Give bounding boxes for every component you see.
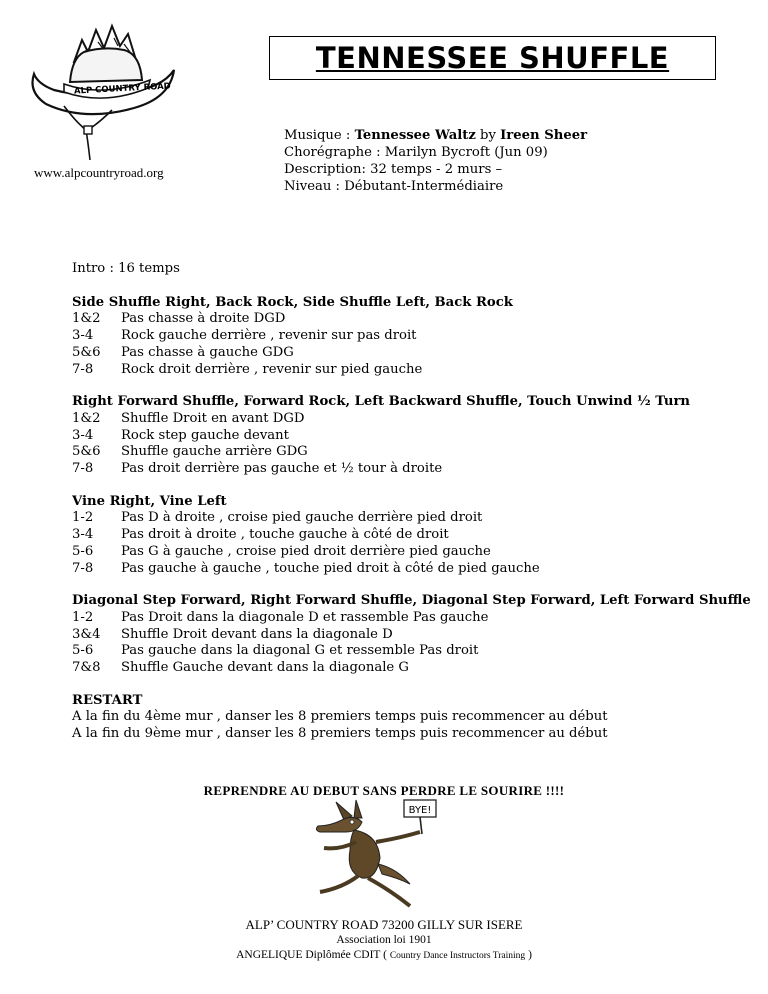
step-count: 5-6: [72, 543, 94, 559]
step-text: Shuffle gauche arrière GDG: [121, 444, 308, 460]
step-text: Rock gauche derrière , revenir sur pas droit: [121, 328, 417, 344]
description-line: Description: 32 temps - 2 murs –: [284, 162, 503, 177]
cartoon: [306, 798, 456, 910]
step-count: 7&8: [72, 660, 101, 676]
step-row: [72, 461, 752, 478]
running-coyote-icon: [306, 798, 456, 910]
step-row: [72, 544, 752, 561]
step-row: [72, 444, 752, 461]
footer-association: Association loi 1901: [336, 934, 432, 946]
step-row: [72, 411, 752, 428]
restart-line: A la fin du 4ème mur , danser les 8 premiers temps puis recommencer au début: [72, 709, 608, 725]
section-title: Vine Right, Vine Left: [72, 493, 227, 509]
restart-section: [72, 693, 752, 743]
footer-address: ALP’ COUNTRY ROAD 73200 GILLY SUR ISERE: [245, 917, 523, 932]
section-1: [72, 295, 752, 379]
website-url: www.alpcountryroad.org: [34, 165, 164, 180]
step-count: 1-2: [72, 609, 94, 625]
section-2: [72, 394, 752, 478]
step-row: [72, 610, 752, 627]
step-count: 3&4: [72, 626, 101, 642]
intro-line: Intro : 16 temps: [72, 261, 180, 276]
step-count: 5-6: [72, 643, 94, 659]
step-row: [72, 643, 752, 660]
music-artist: Ireen Sheer: [500, 128, 588, 143]
step-row: [72, 627, 752, 644]
step-text: Pas D à droite , croise pied gauche derrière pied droit: [121, 510, 483, 526]
step-text: Rock step gauche devant: [121, 427, 289, 443]
section-title: Diagonal Step Forward, Right Forward Shuffle, Diagonal Step Forward, Left Forward Shuffle: [72, 593, 751, 609]
step-count: 1&2: [72, 311, 101, 327]
step-text: Pas chasse à droite DGD: [121, 311, 286, 327]
step-row: [72, 345, 752, 362]
cowboy-hat-icon: [24, 22, 186, 172]
step-text: Shuffle Gauche devant dans la diagonale G: [121, 660, 409, 676]
music-by: by: [475, 128, 501, 143]
step-row: [72, 362, 752, 379]
step-text: Pas droit derrière pas gauche et ½ tour à droite: [121, 461, 443, 477]
restart-title: RESTART: [72, 692, 143, 708]
music-line: [284, 127, 587, 144]
step-count: 3-4: [72, 527, 94, 543]
section-title: Side Shuffle Right, Back Rock, Side Shuffle Left, Back Rock: [72, 294, 513, 310]
step-text: Pas gauche dans la diagonal G et ressemble Pas droit: [121, 643, 479, 659]
closing-message: REPRENDRE AU DEBUT SANS PERDRE LE SOURIRE !!!!: [203, 783, 565, 798]
step-row: [72, 428, 752, 445]
step-count: 7-8: [72, 361, 94, 377]
step-text: Rock droit derrière , revenir sur pied gauche: [121, 361, 423, 377]
step-row: [72, 561, 752, 578]
step-text: Pas droit à droite , touche gauche à côté de droit: [121, 527, 449, 543]
music-song: Tennessee Waltz: [354, 128, 476, 143]
dance-info: [284, 127, 587, 195]
step-row: [72, 527, 752, 544]
step-count: 5&6: [72, 344, 101, 360]
music-label: Musique :: [284, 128, 355, 143]
step-text: Pas chasse à gauche GDG: [121, 344, 294, 360]
choreographer-line: Chorégraphe : Marilyn Bycroft (Jun 09): [284, 145, 548, 160]
step-text: Shuffle Droit en avant DGD: [121, 410, 305, 426]
step-row: [72, 311, 752, 328]
step-count: 3-4: [72, 328, 94, 344]
step-text: Shuffle Droit devant dans la diagonale D: [121, 626, 393, 642]
footer: [0, 917, 768, 964]
section-3: [72, 494, 752, 578]
section-title: Right Forward Shuffle, Forward Rock, Left Backward Shuffle, Touch Unwind ½ Turn: [72, 394, 690, 410]
sign-text: BYE!: [408, 805, 432, 816]
step-row: [72, 660, 752, 677]
step-text: Pas gauche à gauche , touche pied droit à côté de pied gauche: [121, 560, 540, 576]
instructor-end: ): [525, 949, 532, 961]
instructor-program: Country Dance Instructors Training: [389, 951, 526, 961]
step-count: 5&6: [72, 444, 101, 460]
step-count: 1&2: [72, 410, 101, 426]
step-count: 7-8: [72, 461, 94, 477]
hat-band-text: ALP COUNTRY ROAD: [73, 81, 172, 97]
title-box: [269, 36, 716, 80]
step-count: 3-4: [72, 427, 94, 443]
step-row: [72, 510, 752, 527]
step-count: 7-8: [72, 560, 94, 576]
step-text: Pas G à gauche , croise pied droit derrière pied gauche: [121, 543, 491, 559]
instructor-text: ANGELIQUE Diplômée CDIT (: [236, 949, 390, 961]
level-line: Niveau : Débutant-Intermédiaire: [284, 179, 504, 194]
footer-instructor: [0, 948, 768, 964]
step-sheet: [72, 261, 752, 743]
restart-line: A la fin du 9ème mur , danser les 8 premiers temps puis recommencer au début: [72, 726, 608, 742]
section-4: [72, 593, 752, 677]
step-count: 1-2: [72, 510, 94, 526]
page-title: TENNESSEE SHUFFLE: [315, 41, 670, 75]
step-row: [72, 328, 752, 345]
step-text: Pas Droit dans la diagonale D et rassemble Pas gauche: [121, 609, 489, 625]
